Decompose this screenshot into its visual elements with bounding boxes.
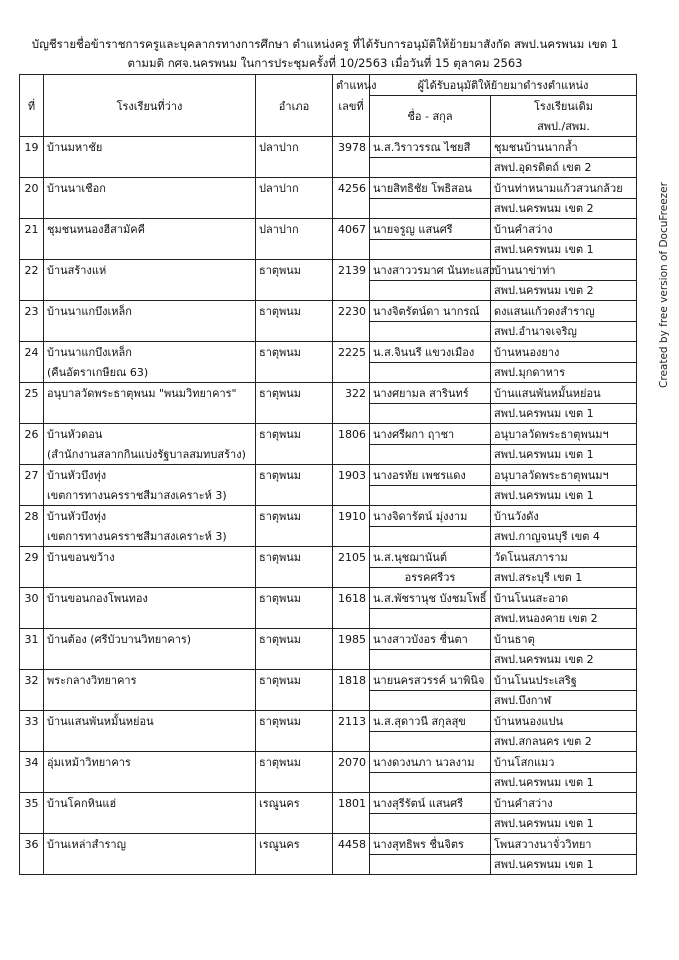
district-cont: [256, 485, 333, 506]
vacant-school-note: [44, 772, 256, 793]
original-school: วัดโนนสภาราม: [491, 547, 637, 568]
teacher-name: นางจิตรัตน์ดา นากรณ์: [370, 301, 491, 322]
row-number: 28: [20, 506, 44, 527]
teacher-name-cont: [370, 649, 491, 670]
table-row: [20, 424, 637, 445]
header-school: โรงเรียนที่ว่าง: [44, 75, 256, 137]
table-row-continuation: [20, 567, 637, 588]
original-area: สพป.นครพนม เขต 1: [491, 239, 637, 260]
vacant-school-note: เขตการทางนครราชสีมาสงเคราะห์ 3): [44, 526, 256, 547]
position-number-cont: [333, 444, 370, 465]
original-area: สพป.หนองคาย เขต 2: [491, 608, 637, 629]
district-cont: [256, 321, 333, 342]
original-school: บ้านหนองยาง: [491, 342, 637, 363]
teacher-name-cont: [370, 280, 491, 301]
vacant-school-note: [44, 649, 256, 670]
original-area: สพป.นครพนม เขต 1: [491, 444, 637, 465]
position-number-cont: [333, 526, 370, 547]
vacant-school-note: [44, 321, 256, 342]
district: ธาตุพนม: [256, 711, 333, 732]
original-area: สพป.มุกดาหาร: [491, 362, 637, 383]
district: ธาตุพนม: [256, 465, 333, 486]
vacant-school-note: [44, 731, 256, 752]
document-subtitle: ตามมติ กศจ.นครพนม ในการประชุมครั้งที่ 10/2563 เมื่อวันที่ 15 ตุลาคม 2563: [127, 56, 523, 70]
vacant-school: บ้านหัวบึงทุ่ง: [44, 465, 256, 486]
table-row-continuation: [20, 157, 637, 178]
teacher-transfer-table: [19, 74, 637, 875]
vacant-school: บ้านนาแกบึงเหล็ก: [44, 342, 256, 363]
district: ธาตุพนม: [256, 424, 333, 445]
district: ธาตุพนม: [256, 588, 333, 609]
teacher-name-cont: [370, 854, 491, 875]
original-area: สพป.สระบุรี เขต 1: [491, 567, 637, 588]
table-row: [20, 547, 637, 568]
original-school: บ้านท่าหนามแก้วสวนกล้วย: [491, 178, 637, 199]
district: ปลาปาก: [256, 219, 333, 240]
position-number-cont: [333, 403, 370, 424]
table-row-continuation: [20, 239, 637, 260]
table-row: [20, 383, 637, 404]
row-number: 29: [20, 547, 44, 568]
row-number: 25: [20, 383, 44, 404]
original-area: สพป.อุดรดิตถ์ เขต 2: [491, 157, 637, 178]
table-row-continuation: [20, 854, 637, 875]
teacher-name: น.ส.นุชฌานันต์: [370, 547, 491, 568]
table-row-continuation: [20, 280, 637, 301]
district-cont: [256, 239, 333, 260]
original-school: ดงแสนแก้วดงสำราญ: [491, 301, 637, 322]
vacant-school-note: [44, 813, 256, 834]
vacant-school-note: [44, 608, 256, 629]
row-number: 34: [20, 752, 44, 773]
original-area: สพป.สกลนคร เขต 2: [491, 731, 637, 752]
row-number-cont: [20, 772, 44, 793]
original-school: บ้านโนนประเสริฐ: [491, 670, 637, 691]
position-number-cont: [333, 362, 370, 383]
teacher-name-cont: [370, 772, 491, 793]
district-cont: [256, 772, 333, 793]
position-number-cont: [333, 854, 370, 875]
district-cont: [256, 567, 333, 588]
header-name: ชื่อ - สกุล: [370, 96, 491, 137]
district-cont: [256, 813, 333, 834]
position-number: 1985: [333, 629, 370, 650]
original-area: สพป.นครพนม เขต 1: [491, 772, 637, 793]
table-row-continuation: [20, 198, 637, 219]
row-number: 27: [20, 465, 44, 486]
teacher-name-cont: [370, 321, 491, 342]
district: ธาตุพนม: [256, 629, 333, 650]
row-number-cont: [20, 157, 44, 178]
original-school: บ้านคำสว่าง: [491, 793, 637, 814]
row-number-cont: [20, 690, 44, 711]
original-school: บ้านธาตุ: [491, 629, 637, 650]
row-number: 22: [20, 260, 44, 281]
teacher-name-cont: [370, 608, 491, 629]
position-number: 2113: [333, 711, 370, 732]
row-number: 36: [20, 834, 44, 855]
district: ธาตุพนม: [256, 752, 333, 773]
original-area: สพป.นครพนม เขต 2: [491, 649, 637, 670]
row-number-cont: [20, 731, 44, 752]
vacant-school: บ้านขอนขว้าง: [44, 547, 256, 568]
vacant-school: บ้านมหาชัย: [44, 137, 256, 158]
teacher-name-cont: [370, 731, 491, 752]
vacant-school: อุ่มเหม้าวิทยาคาร: [44, 752, 256, 773]
position-number: 2070: [333, 752, 370, 773]
original-area: สพป.นครพนม เขต 2: [491, 198, 637, 219]
position-number-cont: [333, 157, 370, 178]
table-row: [20, 834, 637, 855]
table-row-continuation: [20, 485, 637, 506]
row-number: 31: [20, 629, 44, 650]
row-number: 19: [20, 137, 44, 158]
original-area: สพป.อำนาจเจริญ: [491, 321, 637, 342]
teacher-name-cont: [370, 403, 491, 424]
row-number-cont: [20, 321, 44, 342]
position-number-cont: [333, 198, 370, 219]
table-row: [20, 465, 637, 486]
vacant-school-note: (คืนอัตราเกษียณ 63): [44, 362, 256, 383]
vacant-school: บ้านแสนพันหมั้นหย่อน: [44, 711, 256, 732]
row-number-cont: [20, 526, 44, 547]
teacher-name: นางสาวบังอร ชื่นตา: [370, 629, 491, 650]
original-school: บ้านโสกแมว: [491, 752, 637, 773]
row-number-cont: [20, 444, 44, 465]
teacher-name-cont: [370, 239, 491, 260]
teacher-name: นางศยามล สารินทร์: [370, 383, 491, 404]
district-cont: [256, 362, 333, 383]
original-area: สพป.บึงกาฬ: [491, 690, 637, 711]
vacant-school: พระกลางวิทยาคาร: [44, 670, 256, 691]
district: ธาตุพนม: [256, 301, 333, 322]
district: ปลาปาก: [256, 137, 333, 158]
district: ธาตุพนม: [256, 342, 333, 363]
teacher-name: น.ส.วิราวรรณ ไชยสี: [370, 137, 491, 158]
original-area: สพป.นครพนม เขต 1: [491, 485, 637, 506]
position-number-cont: [333, 731, 370, 752]
table-row-continuation: [20, 649, 637, 670]
header-no: ที่: [20, 75, 44, 137]
vacant-school: ชุมชนหนองฮีสามัคคี: [44, 219, 256, 240]
position-number-cont: [333, 239, 370, 260]
row-number: 20: [20, 178, 44, 199]
table-row-continuation: [20, 403, 637, 424]
position-number: 4067: [333, 219, 370, 240]
table-row: [20, 752, 637, 773]
table-row: [20, 711, 637, 732]
district: ธาตุพนม: [256, 383, 333, 404]
table-row: [20, 629, 637, 650]
table-row-continuation: [20, 731, 637, 752]
row-number: 33: [20, 711, 44, 732]
district-cont: [256, 403, 333, 424]
teacher-name: นางอรทัย เพชรแดง: [370, 465, 491, 486]
row-number-cont: [20, 608, 44, 629]
vacant-school: บ้านนาเชือก: [44, 178, 256, 199]
district-cont: [256, 731, 333, 752]
teacher-name-cont: [370, 813, 491, 834]
vacant-school: บ้านหัวดอน: [44, 424, 256, 445]
teacher-name: นางศรีผกา ฤาชา: [370, 424, 491, 445]
table-row: [20, 588, 637, 609]
position-number: 322: [333, 383, 370, 404]
position-number: 1806: [333, 424, 370, 445]
original-school: บ้านโนนสะอาด: [491, 588, 637, 609]
teacher-name: นายจรูญ แสนศรี: [370, 219, 491, 240]
vacant-school-note: [44, 280, 256, 301]
district: ธาตุพนม: [256, 506, 333, 527]
district: ธาตุพนม: [256, 670, 333, 691]
row-number: 30: [20, 588, 44, 609]
district-cont: [256, 157, 333, 178]
original-school: บ้านแสนพันหมั้นหย่อน: [491, 383, 637, 404]
table-row: [20, 301, 637, 322]
original-area: สพป.นครพนม เขต 1: [491, 854, 637, 875]
district: ธาตุพนม: [256, 260, 333, 281]
position-number: 2139: [333, 260, 370, 281]
position-number: 1818: [333, 670, 370, 691]
table-row: [20, 178, 637, 199]
teacher-name: นายสิทธิชัย โพธิสอน: [370, 178, 491, 199]
row-number: 26: [20, 424, 44, 445]
table-row-continuation: [20, 772, 637, 793]
watermark: Created by free version of DocuFreezer: [658, 182, 671, 388]
row-number-cont: [20, 362, 44, 383]
teacher-name: นายนครสวรรค์ นาพินิจ: [370, 670, 491, 691]
vacant-school: บ้านเหล่าสำราญ: [44, 834, 256, 855]
original-school: โพนสวางนาจั่ววิทยา: [491, 834, 637, 855]
table-row: [20, 260, 637, 281]
row-number-cont: [20, 854, 44, 875]
position-number: 2105: [333, 547, 370, 568]
vacant-school: บ้านนาแกบึงเหล็ก: [44, 301, 256, 322]
teacher-name-cont: [370, 526, 491, 547]
row-number: 24: [20, 342, 44, 363]
teacher-name: น.ส.สุดาวนี สกุลสุข: [370, 711, 491, 732]
teacher-name-cont: [370, 485, 491, 506]
table-row-continuation: [20, 690, 637, 711]
district-cont: [256, 526, 333, 547]
district: ปลาปาก: [256, 178, 333, 199]
position-number-cont: [333, 567, 370, 588]
vacant-school-note: [44, 198, 256, 219]
vacant-school-note: เขตการทางนครราชสีมาสงเคราะห์ 3): [44, 485, 256, 506]
header-orig-area: สพป./สพม.: [491, 116, 637, 137]
position-number: 1618: [333, 588, 370, 609]
position-number-cont: [333, 649, 370, 670]
position-number: 1910: [333, 506, 370, 527]
header-position-a: ตำแหน่ง: [333, 75, 370, 96]
position-number-cont: [333, 485, 370, 506]
vacant-school: บ้านสร้างแห่: [44, 260, 256, 281]
position-number: 1801: [333, 793, 370, 814]
position-number-cont: [333, 280, 370, 301]
header-position-b: เลขที่: [333, 96, 370, 117]
row-number-cont: [20, 198, 44, 219]
table-row: [20, 506, 637, 527]
position-number: 4256: [333, 178, 370, 199]
row-number: 23: [20, 301, 44, 322]
row-number: 21: [20, 219, 44, 240]
original-area: สพป.นครพนม เขต 1: [491, 813, 637, 834]
district: เรณูนคร: [256, 834, 333, 855]
table-row-continuation: [20, 526, 637, 547]
vacant-school-note: [44, 690, 256, 711]
table-row-continuation: [20, 362, 637, 383]
district-cont: [256, 649, 333, 670]
district-cont: [256, 690, 333, 711]
table-row: [20, 137, 637, 158]
original-school: บ้านหนองแปน: [491, 711, 637, 732]
original-school: บ้านคำสว่าง: [491, 219, 637, 240]
row-number-cont: [20, 567, 44, 588]
row-number-cont: [20, 403, 44, 424]
position-number: 2230: [333, 301, 370, 322]
original-school: บ้านนาข่าท่า: [491, 260, 637, 281]
vacant-school-note: [44, 239, 256, 260]
teacher-name: น.ส.จินนรี แขวงเมือง: [370, 342, 491, 363]
teacher-name: นางจิดารัตน์ มุ่งงาม: [370, 506, 491, 527]
original-school: บ้านวังดัง: [491, 506, 637, 527]
position-number-cont: [333, 772, 370, 793]
header-position-blank: [333, 116, 370, 137]
teacher-name: นางดวงนภา นวลงาม: [370, 752, 491, 773]
row-number: 35: [20, 793, 44, 814]
teacher-name-cont: อรรคศรีวร: [370, 567, 491, 588]
vacant-school: บ้านโคกหินแฮ่: [44, 793, 256, 814]
teacher-name-cont: [370, 690, 491, 711]
teacher-name: นางสุรีรัตน์ แสนศรี: [370, 793, 491, 814]
teacher-name: นางสาววรมาศ นันทะแสง: [370, 260, 491, 281]
vacant-school-note: [44, 403, 256, 424]
table-row-continuation: [20, 321, 637, 342]
district-cont: [256, 198, 333, 219]
original-school: ชุมชนบ้านนากล้ำ: [491, 137, 637, 158]
table-body: [20, 137, 637, 875]
document-title: บัญชีรายชื่อข้าราชการครูและบุคลากรทางการศึกษา ตำแหน่งครู ที่ได้รับการอนุมัติให้ย้ายมาสังกัด สพป.นครพนม เขต 1: [31, 37, 619, 51]
position-number: 1903: [333, 465, 370, 486]
header-group: ผู้ได้รับอนุมัติให้ย้ายมาดำรงตำแหน่ง: [370, 75, 637, 96]
position-number-cont: [333, 608, 370, 629]
vacant-school: อนุบาลวัดพระธาตุพนม "พนมวิทยาคาร": [44, 383, 256, 404]
header-orig-school: โรงเรียนเดิม: [491, 96, 637, 117]
original-area: สพป.นครพนม เขต 2: [491, 280, 637, 301]
row-number-cont: [20, 485, 44, 506]
original-school: อนุบาลวัดพระธาตุพนมฯ: [491, 424, 637, 445]
vacant-school-note: (สำนักงานสลากกินแบ่งรัฐบาลสมทบสร้าง): [44, 444, 256, 465]
vacant-school: บ้านหัวบึงทุ่ง: [44, 506, 256, 527]
teacher-name: น.ส.พัชรานุช บังชมโพธิ์: [370, 588, 491, 609]
teacher-name: นางสุทธิพร ชื่นจิตร: [370, 834, 491, 855]
table-row-continuation: [20, 608, 637, 629]
table-row-continuation: [20, 444, 637, 465]
table-row: [20, 342, 637, 363]
row-number-cont: [20, 280, 44, 301]
district-cont: [256, 444, 333, 465]
position-number: 3978: [333, 137, 370, 158]
row-number-cont: [20, 649, 44, 670]
position-number: 2225: [333, 342, 370, 363]
position-number-cont: [333, 813, 370, 834]
district: ธาตุพนม: [256, 547, 333, 568]
original-area: สพป.นครพนม เขต 1: [491, 403, 637, 424]
original-area: สพป.กาญจนบุรี เขต 4: [491, 526, 637, 547]
original-school: อนุบาลวัดพระธาตุพนมฯ: [491, 465, 637, 486]
position-number-cont: [333, 321, 370, 342]
vacant-school-note: [44, 567, 256, 588]
table-row: [20, 670, 637, 691]
vacant-school: บ้านขอนกองโพนทอง: [44, 588, 256, 609]
position-number: 4458: [333, 834, 370, 855]
district: เรณูนคร: [256, 793, 333, 814]
teacher-name-cont: [370, 157, 491, 178]
table-row-continuation: [20, 813, 637, 834]
teacher-name-cont: [370, 362, 491, 383]
district-cont: [256, 854, 333, 875]
row-number: 32: [20, 670, 44, 691]
table-row: [20, 793, 637, 814]
row-number-cont: [20, 813, 44, 834]
district-cont: [256, 608, 333, 629]
row-number-cont: [20, 239, 44, 260]
position-number-cont: [333, 690, 370, 711]
vacant-school: บ้านต้อง (ศรีบัวบานวิทยาคาร): [44, 629, 256, 650]
table-row: [20, 219, 637, 240]
header-district: อำเภอ: [256, 75, 333, 137]
vacant-school-note: [44, 854, 256, 875]
vacant-school-note: [44, 157, 256, 178]
district-cont: [256, 280, 333, 301]
teacher-name-cont: [370, 444, 491, 465]
teacher-name-cont: [370, 198, 491, 219]
